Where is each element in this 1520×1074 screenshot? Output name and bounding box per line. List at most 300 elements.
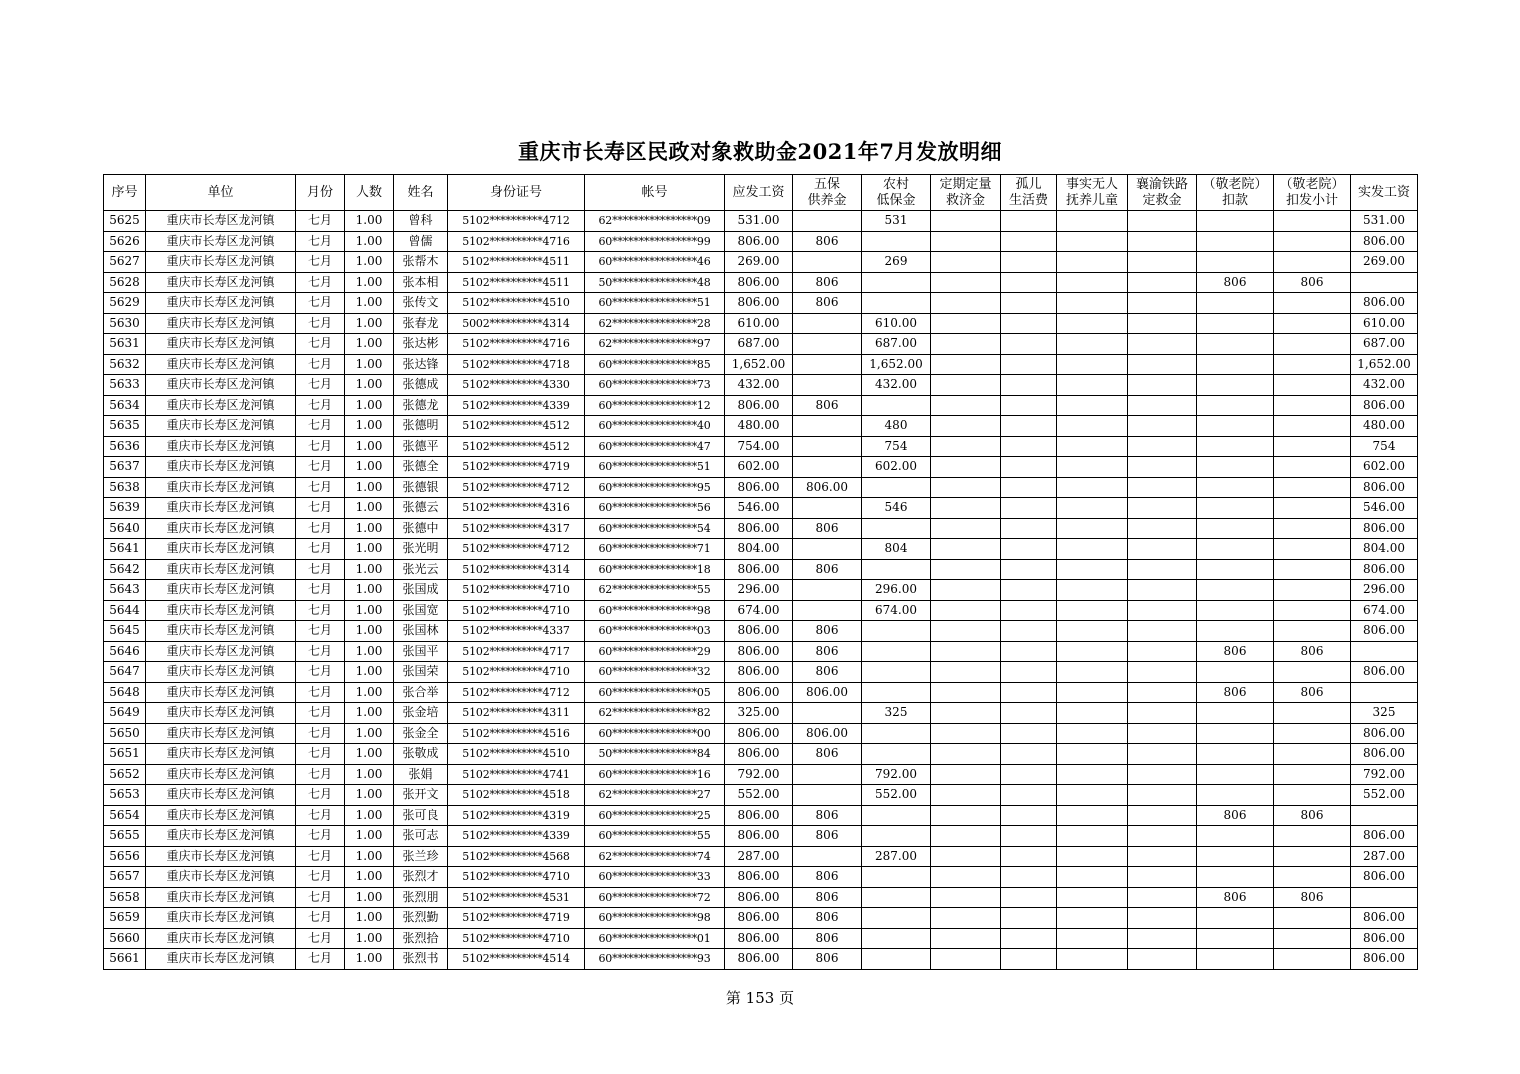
col-fixed-relief-cell <box>931 641 1001 662</box>
col-payable-cell: 806.00 <box>725 518 793 539</box>
col-unsupported-child-cell <box>1057 949 1128 970</box>
col-actual-pay-cell: 804.00 <box>1351 539 1418 560</box>
col-fixed-relief-cell <box>931 764 1001 785</box>
col-serial-cell: 5660 <box>104 928 146 949</box>
table-row <box>104 313 1418 334</box>
col-actual-pay-cell: 806.00 <box>1351 744 1418 765</box>
col-fixed-relief-cell <box>931 375 1001 396</box>
col-serial-cell: 5628 <box>104 272 146 293</box>
col-nursing-subtotal-cell <box>1274 416 1351 437</box>
col-orphan-allowance-cell <box>1001 293 1057 314</box>
col-unit-cell: 重庆市长寿区龙河镇 <box>146 272 296 293</box>
table-row <box>104 600 1418 621</box>
col-unit-cell: 重庆市长寿区龙河镇 <box>146 313 296 334</box>
col-nursing-subtotal-cell <box>1274 334 1351 355</box>
col-payable-cell: 432.00 <box>725 375 793 396</box>
col-orphan-allowance-cell <box>1001 416 1057 437</box>
col-fixed-relief-cell <box>931 313 1001 334</box>
col-month-cell: 七月 <box>296 313 345 334</box>
col-payable-cell: 804.00 <box>725 539 793 560</box>
col-month-cell: 七月 <box>296 785 345 806</box>
col-actual-pay-cell: 806.00 <box>1351 518 1418 539</box>
col-nursing-deduction-cell <box>1197 457 1274 478</box>
col-orphan-allowance-cell <box>1001 477 1057 498</box>
col-five-guarantee-cell <box>793 457 862 478</box>
col-name-cell: 张德中 <box>394 518 448 539</box>
col-serial-cell: 5629 <box>104 293 146 314</box>
col-nursing-deduction-cell <box>1197 928 1274 949</box>
col-nursing-subtotal-cell <box>1274 600 1351 621</box>
page-suffix: 页 <box>779 989 795 1007</box>
col-railway-relief-cell <box>1128 641 1197 662</box>
col-rural-subsistence-cell: 687.00 <box>862 334 931 355</box>
col-nursing-deduction-cell <box>1197 580 1274 601</box>
col-rural-subsistence-cell <box>862 518 931 539</box>
col-railway-relief-cell <box>1128 949 1197 970</box>
col-five-guarantee-cell <box>793 498 862 519</box>
col-railway-relief-cell <box>1128 293 1197 314</box>
col-nursing-subtotal-cell <box>1274 498 1351 519</box>
col-railway-relief-cell <box>1128 559 1197 580</box>
col-rural-subsistence-cell: 325 <box>862 703 931 724</box>
col-fixed-relief-cell <box>931 457 1001 478</box>
col-month-cell: 七月 <box>296 518 345 539</box>
col-actual-pay-cell: 325 <box>1351 703 1418 724</box>
col-account-cell: 60****************95 <box>585 477 725 498</box>
col-account-cell: 60****************56 <box>585 498 725 519</box>
col-unit-cell: 重庆市长寿区龙河镇 <box>146 641 296 662</box>
col-id-number-cell: 5102**********4319 <box>448 805 585 826</box>
col-nursing-deduction-cell <box>1197 293 1274 314</box>
col-account-cell: 60****************16 <box>585 764 725 785</box>
col-unit-cell: 重庆市长寿区龙河镇 <box>146 764 296 785</box>
col-account-cell: 60****************55 <box>585 826 725 847</box>
col-id-number-cell: 5102**********4716 <box>448 334 585 355</box>
col-nursing-deduction-cell <box>1197 826 1274 847</box>
col-id-number-cell: 5102**********4717 <box>448 641 585 662</box>
col-five-guarantee-cell: 806 <box>793 518 862 539</box>
table-header-row <box>104 175 1418 211</box>
col-payable-cell: 792.00 <box>725 764 793 785</box>
col-name-cell: 张可志 <box>394 826 448 847</box>
col-payable-cell: 296.00 <box>725 580 793 601</box>
col-serial-cell: 5647 <box>104 662 146 683</box>
col-railway-relief-cell <box>1128 928 1197 949</box>
col-name-cell: 张烈才 <box>394 867 448 888</box>
table-row <box>104 580 1418 601</box>
col-fixed-relief-cell <box>931 908 1001 929</box>
col-count-cell: 1.00 <box>345 375 394 396</box>
col-name-cell: 张德成 <box>394 375 448 396</box>
col-payable-cell: 610.00 <box>725 313 793 334</box>
col-nursing-deduction-cell <box>1197 621 1274 642</box>
col-nursing-deduction-cell <box>1197 211 1274 232</box>
col-unit-cell: 重庆市长寿区龙河镇 <box>146 785 296 806</box>
relief-payment-table <box>103 174 1418 970</box>
col-account-cell: 60****************32 <box>585 662 725 683</box>
col-unsupported-child-cell <box>1057 477 1128 498</box>
col-account-cell: 60****************98 <box>585 908 725 929</box>
col-railway-relief-cell <box>1128 211 1197 232</box>
col-nursing-deduction-cell <box>1197 846 1274 867</box>
table-row <box>104 867 1418 888</box>
col-account-cell: 62****************28 <box>585 313 725 334</box>
col-nursing-deduction-cell: 806 <box>1197 805 1274 826</box>
col-account-cell: 60****************99 <box>585 231 725 252</box>
col-month-cell: 七月 <box>296 580 345 601</box>
col-railway-relief-cell <box>1128 313 1197 334</box>
col-rural-subsistence-cell <box>862 867 931 888</box>
col-orphan-allowance-cell <box>1001 764 1057 785</box>
col-count-cell: 1.00 <box>345 354 394 375</box>
col-railway-relief-cell <box>1128 539 1197 560</box>
col-count-cell: 1.00 <box>345 867 394 888</box>
col-five-guarantee-cell <box>793 252 862 273</box>
table-row <box>104 252 1418 273</box>
col-actual-pay-cell: 806.00 <box>1351 723 1418 744</box>
col-actual-pay-cell <box>1351 272 1418 293</box>
col-nursing-deduction-cell <box>1197 252 1274 273</box>
col-payable-cell: 806.00 <box>725 641 793 662</box>
col-count-cell: 1.00 <box>345 231 394 252</box>
col-fixed-relief-cell <box>931 580 1001 601</box>
table-row <box>104 457 1418 478</box>
col-id-number-cell: 5102**********4339 <box>448 395 585 416</box>
col-rural-subsistence-cell <box>862 641 931 662</box>
col-count-cell: 1.00 <box>345 559 394 580</box>
col-five-guarantee-cell <box>793 539 862 560</box>
col-count-cell: 1.00 <box>345 313 394 334</box>
col-account-cell: 62****************82 <box>585 703 725 724</box>
col-orphan-allowance-cell <box>1001 887 1057 908</box>
table-row <box>104 477 1418 498</box>
col-nursing-deduction-cell <box>1197 662 1274 683</box>
col-account-cell: 62****************27 <box>585 785 725 806</box>
col-fixed-relief-cell <box>931 477 1001 498</box>
col-serial-cell: 5656 <box>104 846 146 867</box>
col-nursing-deduction-cell: 806 <box>1197 641 1274 662</box>
col-serial-cell: 5650 <box>104 723 146 744</box>
col-actual-pay-cell: 610.00 <box>1351 313 1418 334</box>
col-rural-subsistence-cell: 432.00 <box>862 375 931 396</box>
col-payable-cell: 1,652.00 <box>725 354 793 375</box>
col-fixed-relief-cell <box>931 785 1001 806</box>
col-nursing-subtotal-cell <box>1274 826 1351 847</box>
col-payable-cell: 531.00 <box>725 211 793 232</box>
col-unsupported-child-cell <box>1057 539 1128 560</box>
col-orphan-allowance-cell <box>1001 252 1057 273</box>
col-unsupported-child-cell <box>1057 252 1128 273</box>
col-five-guarantee-cell <box>793 313 862 334</box>
col-five-guarantee-cell: 806 <box>793 949 862 970</box>
col-month-cell: 七月 <box>296 846 345 867</box>
col-five-guarantee-cell: 806 <box>793 559 862 580</box>
col-name-cell: 张娟 <box>394 764 448 785</box>
col-unit-cell: 重庆市长寿区龙河镇 <box>146 826 296 847</box>
col-id-number-cell: 5102**********4316 <box>448 498 585 519</box>
col-count-cell: 1.00 <box>345 641 394 662</box>
col-month-cell: 七月 <box>296 621 345 642</box>
col-unit-cell: 重庆市长寿区龙河镇 <box>146 334 296 355</box>
col-orphan-allowance-cell <box>1001 211 1057 232</box>
col-name-cell: 张光明 <box>394 539 448 560</box>
col-id-number-cell: 5102**********4511 <box>448 272 585 293</box>
table-row <box>104 436 1418 457</box>
col-nursing-subtotal-cell: 806 <box>1274 682 1351 703</box>
col-name-cell: 张开文 <box>394 785 448 806</box>
col-payable-cell: 806.00 <box>725 682 793 703</box>
col-id-number-cell: 5102**********4516 <box>448 723 585 744</box>
col-fixed-relief-cell <box>931 416 1001 437</box>
col-rural-subsistence-cell <box>862 928 931 949</box>
table-row <box>104 949 1418 970</box>
col-fixed-relief-cell <box>931 539 1001 560</box>
col-nursing-subtotal-cell <box>1274 949 1351 970</box>
col-five-guarantee-cell <box>793 211 862 232</box>
col-fixed-relief-cell <box>931 723 1001 744</box>
col-count-cell: 1.00 <box>345 457 394 478</box>
col-name-cell: 张德云 <box>394 498 448 519</box>
col-month-cell: 七月 <box>296 764 345 785</box>
col-orphan-allowance-cell <box>1001 641 1057 662</box>
col-unsupported-child-cell <box>1057 785 1128 806</box>
col-serial-cell: 5658 <box>104 887 146 908</box>
col-name-cell: 张春龙 <box>394 313 448 334</box>
col-nursing-deduction-cell <box>1197 436 1274 457</box>
col-nursing-deduction-cell: 806 <box>1197 887 1274 908</box>
col-nursing-deduction-cell <box>1197 375 1274 396</box>
col-count-cell: 1.00 <box>345 682 394 703</box>
col-five-guarantee-cell <box>793 785 862 806</box>
col-count-cell: 1.00 <box>345 211 394 232</box>
col-actual-pay-cell: 806.00 <box>1351 559 1418 580</box>
col-five-guarantee-cell: 806 <box>793 621 862 642</box>
col-serial-cell: 5643 <box>104 580 146 601</box>
col-five-guarantee-cell: 806 <box>793 744 862 765</box>
col-fixed-relief-cell <box>931 498 1001 519</box>
header-col-unit: 单位 <box>146 175 296 211</box>
col-nursing-subtotal-cell <box>1274 375 1351 396</box>
header-col-unsupported-child: 事实无人 抚养儿童 <box>1057 175 1128 211</box>
table-row <box>104 764 1418 785</box>
col-unsupported-child-cell <box>1057 621 1128 642</box>
col-serial-cell: 5631 <box>104 334 146 355</box>
col-orphan-allowance-cell <box>1001 375 1057 396</box>
col-rural-subsistence-cell: 754 <box>862 436 931 457</box>
col-id-number-cell: 5102**********4719 <box>448 457 585 478</box>
col-account-cell: 62****************74 <box>585 846 725 867</box>
col-five-guarantee-cell: 806.00 <box>793 477 862 498</box>
col-payable-cell: 269.00 <box>725 252 793 273</box>
col-orphan-allowance-cell <box>1001 928 1057 949</box>
col-name-cell: 张德平 <box>394 436 448 457</box>
col-railway-relief-cell <box>1128 395 1197 416</box>
col-five-guarantee-cell: 806 <box>793 805 862 826</box>
col-serial-cell: 5644 <box>104 600 146 621</box>
col-serial-cell: 5636 <box>104 436 146 457</box>
col-unit-cell: 重庆市长寿区龙河镇 <box>146 908 296 929</box>
table-row <box>104 231 1418 252</box>
col-serial-cell: 5654 <box>104 805 146 826</box>
col-payable-cell: 806.00 <box>725 867 793 888</box>
col-nursing-subtotal-cell <box>1274 211 1351 232</box>
col-five-guarantee-cell: 806 <box>793 826 862 847</box>
col-railway-relief-cell <box>1128 354 1197 375</box>
col-orphan-allowance-cell <box>1001 949 1057 970</box>
col-railway-relief-cell <box>1128 805 1197 826</box>
col-unsupported-child-cell <box>1057 846 1128 867</box>
col-actual-pay-cell: 806.00 <box>1351 826 1418 847</box>
col-fixed-relief-cell <box>931 600 1001 621</box>
col-account-cell: 50****************48 <box>585 272 725 293</box>
col-month-cell: 七月 <box>296 641 345 662</box>
col-unit-cell: 重庆市长寿区龙河镇 <box>146 559 296 580</box>
col-actual-pay-cell: 806.00 <box>1351 867 1418 888</box>
col-rural-subsistence-cell <box>862 949 931 970</box>
col-count-cell: 1.00 <box>345 539 394 560</box>
col-railway-relief-cell <box>1128 375 1197 396</box>
col-unit-cell: 重庆市长寿区龙河镇 <box>146 231 296 252</box>
col-id-number-cell: 5002**********4314 <box>448 313 585 334</box>
col-five-guarantee-cell <box>793 354 862 375</box>
col-month-cell: 七月 <box>296 662 345 683</box>
col-rural-subsistence-cell <box>862 805 931 826</box>
col-five-guarantee-cell: 806 <box>793 293 862 314</box>
col-orphan-allowance-cell <box>1001 723 1057 744</box>
col-nursing-subtotal-cell <box>1274 621 1351 642</box>
col-serial-cell: 5651 <box>104 744 146 765</box>
col-month-cell: 七月 <box>296 723 345 744</box>
col-count-cell: 1.00 <box>345 395 394 416</box>
col-unsupported-child-cell <box>1057 395 1128 416</box>
col-actual-pay-cell: 269.00 <box>1351 252 1418 273</box>
col-nursing-subtotal-cell <box>1274 744 1351 765</box>
col-nursing-subtotal-cell <box>1274 908 1351 929</box>
col-month-cell: 七月 <box>296 826 345 847</box>
col-account-cell: 60****************03 <box>585 621 725 642</box>
col-id-number-cell: 5102**********4710 <box>448 580 585 601</box>
col-payable-cell: 674.00 <box>725 600 793 621</box>
col-unit-cell: 重庆市长寿区龙河镇 <box>146 416 296 437</box>
col-id-number-cell: 5102**********4718 <box>448 354 585 375</box>
table-row <box>104 395 1418 416</box>
col-railway-relief-cell <box>1128 703 1197 724</box>
col-actual-pay-cell: 296.00 <box>1351 580 1418 601</box>
col-unsupported-child-cell <box>1057 559 1128 580</box>
col-railway-relief-cell <box>1128 682 1197 703</box>
col-unit-cell: 重庆市长寿区龙河镇 <box>146 477 296 498</box>
col-month-cell: 七月 <box>296 272 345 293</box>
header-col-five-guarantee: 五保 供养金 <box>793 175 862 211</box>
col-nursing-deduction-cell <box>1197 764 1274 785</box>
col-actual-pay-cell: 674.00 <box>1351 600 1418 621</box>
header-col-count: 人数 <box>345 175 394 211</box>
table-row <box>104 887 1418 908</box>
col-nursing-subtotal-cell: 806 <box>1274 641 1351 662</box>
col-actual-pay-cell: 602.00 <box>1351 457 1418 478</box>
col-nursing-deduction-cell <box>1197 477 1274 498</box>
col-serial-cell: 5627 <box>104 252 146 273</box>
table-row <box>104 662 1418 683</box>
col-count-cell: 1.00 <box>345 477 394 498</box>
col-unit-cell: 重庆市长寿区龙河镇 <box>146 703 296 724</box>
col-serial-cell: 5652 <box>104 764 146 785</box>
col-count-cell: 1.00 <box>345 293 394 314</box>
col-nursing-subtotal-cell <box>1274 580 1351 601</box>
col-name-cell: 张德全 <box>394 457 448 478</box>
col-id-number-cell: 5102**********4311 <box>448 703 585 724</box>
col-id-number-cell: 5102**********4712 <box>448 211 585 232</box>
col-name-cell: 张合举 <box>394 682 448 703</box>
col-five-guarantee-cell: 806 <box>793 908 862 929</box>
col-rural-subsistence-cell <box>862 744 931 765</box>
col-count-cell: 1.00 <box>345 498 394 519</box>
col-nursing-deduction-cell <box>1197 416 1274 437</box>
col-unit-cell: 重庆市长寿区龙河镇 <box>146 662 296 683</box>
col-rural-subsistence-cell <box>862 662 931 683</box>
col-unsupported-child-cell <box>1057 867 1128 888</box>
col-unsupported-child-cell <box>1057 641 1128 662</box>
col-fixed-relief-cell <box>931 846 1001 867</box>
col-orphan-allowance-cell <box>1001 846 1057 867</box>
col-rural-subsistence-cell: 269 <box>862 252 931 273</box>
col-rural-subsistence-cell <box>862 887 931 908</box>
col-name-cell: 张传文 <box>394 293 448 314</box>
col-unsupported-child-cell <box>1057 231 1128 252</box>
col-serial-cell: 5630 <box>104 313 146 334</box>
col-railway-relief-cell <box>1128 662 1197 683</box>
col-fixed-relief-cell <box>931 211 1001 232</box>
col-nursing-deduction-cell <box>1197 334 1274 355</box>
header-col-fixed-relief: 定期定量 救济金 <box>931 175 1001 211</box>
col-payable-cell: 806.00 <box>725 621 793 642</box>
col-count-cell: 1.00 <box>345 518 394 539</box>
col-account-cell: 60****************33 <box>585 867 725 888</box>
col-unsupported-child-cell <box>1057 580 1128 601</box>
col-id-number-cell: 5102**********4337 <box>448 621 585 642</box>
col-nursing-subtotal-cell <box>1274 252 1351 273</box>
col-account-cell: 60****************71 <box>585 539 725 560</box>
col-account-cell: 60****************29 <box>585 641 725 662</box>
col-five-guarantee-cell <box>793 375 862 396</box>
col-railway-relief-cell <box>1128 764 1197 785</box>
col-orphan-allowance-cell <box>1001 580 1057 601</box>
col-unit-cell: 重庆市长寿区龙河镇 <box>146 600 296 621</box>
col-nursing-deduction-cell <box>1197 231 1274 252</box>
col-count-cell: 1.00 <box>345 436 394 457</box>
col-count-cell: 1.00 <box>345 764 394 785</box>
col-payable-cell: 806.00 <box>725 272 793 293</box>
col-actual-pay-cell: 432.00 <box>1351 375 1418 396</box>
col-fixed-relief-cell <box>931 293 1001 314</box>
col-actual-pay-cell <box>1351 887 1418 908</box>
col-serial-cell: 5657 <box>104 867 146 888</box>
col-railway-relief-cell <box>1128 621 1197 642</box>
col-actual-pay-cell <box>1351 682 1418 703</box>
col-rural-subsistence-cell: 602.00 <box>862 457 931 478</box>
col-id-number-cell: 5102**********4710 <box>448 867 585 888</box>
col-nursing-subtotal-cell <box>1274 231 1351 252</box>
col-name-cell: 张国平 <box>394 641 448 662</box>
col-account-cell: 50****************84 <box>585 744 725 765</box>
table-row <box>104 559 1418 580</box>
col-payable-cell: 806.00 <box>725 928 793 949</box>
col-rural-subsistence-cell: 552.00 <box>862 785 931 806</box>
col-count-cell: 1.00 <box>345 334 394 355</box>
col-account-cell: 60****************00 <box>585 723 725 744</box>
col-account-cell: 60****************05 <box>585 682 725 703</box>
col-month-cell: 七月 <box>296 293 345 314</box>
